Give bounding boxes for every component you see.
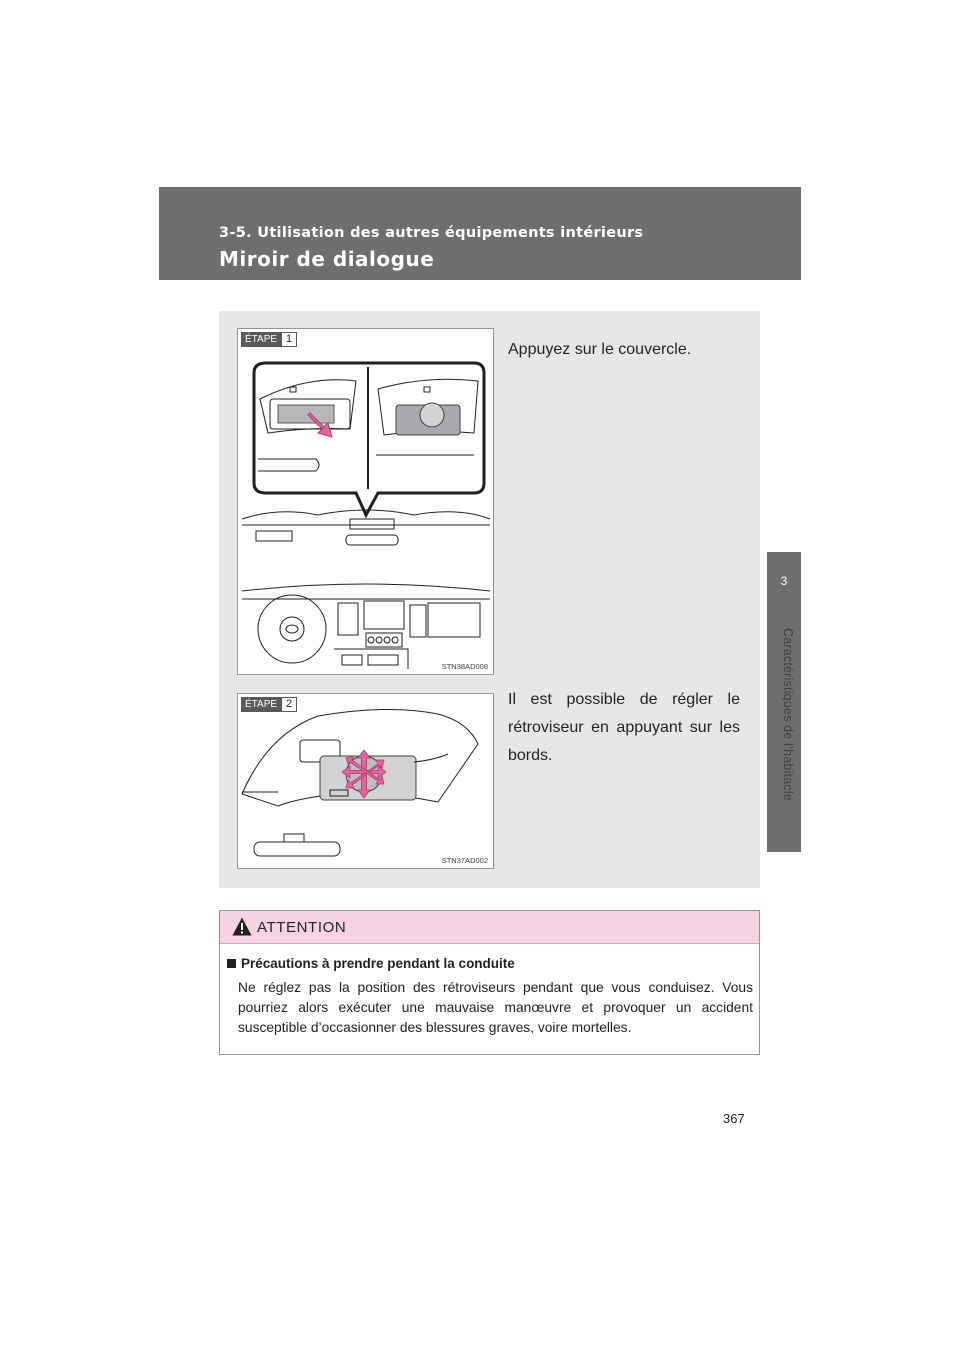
step-2-illustration [238,694,493,868]
step-1-badge-number: 1 [281,332,297,347]
warning-title: ATTENTION [257,919,347,936]
page-number: 367 [723,1111,745,1126]
step-1-illustration [238,329,493,674]
step-1-badge [241,332,297,347]
warning-triangle-icon [232,917,252,936]
step-2-figure-code: STN37AD002 [441,856,488,865]
warning-body: Ne réglez pas la position des rétroviseurs pendant que vous conduisez. Vous pourriez alors exécuter une mauvaise manœuvre et provoquer un accident susceptible d’occasionner des blessures graves, voire mortelles. [238,980,753,1035]
step-1-badge-word: ÉTAPE [241,332,281,347]
chapter-header [159,187,801,280]
section-title: 3-5. Utilisation des autres équipements intérieurs [219,225,644,241]
step-2-badge-number: 2 [281,697,297,712]
warning-subtitle-row [227,956,515,971]
step-2-text: Il est possible de régler le rétroviseur en appuyant sur les bords. [508,691,740,764]
step-1-figure-code: STN38AD008 [441,662,488,671]
warning-subtitle: Précautions à prendre pendant la conduite [241,956,515,971]
chapter-number: 3 [780,574,788,588]
warning-header [220,911,759,944]
step-2-badge [241,697,297,712]
page-title: Miroir de dialogue [219,247,435,271]
warning-box [219,910,760,1055]
step-2-figure [237,693,494,869]
step-1-text: Appuyez sur le couvercle. [508,341,692,358]
step-1-figure [237,328,494,675]
bullet-square-icon [227,959,236,968]
step-2-badge-word: ÉTAPE [241,697,281,712]
chapter-label: Caractéristiques de l’habitacle [781,628,795,801]
